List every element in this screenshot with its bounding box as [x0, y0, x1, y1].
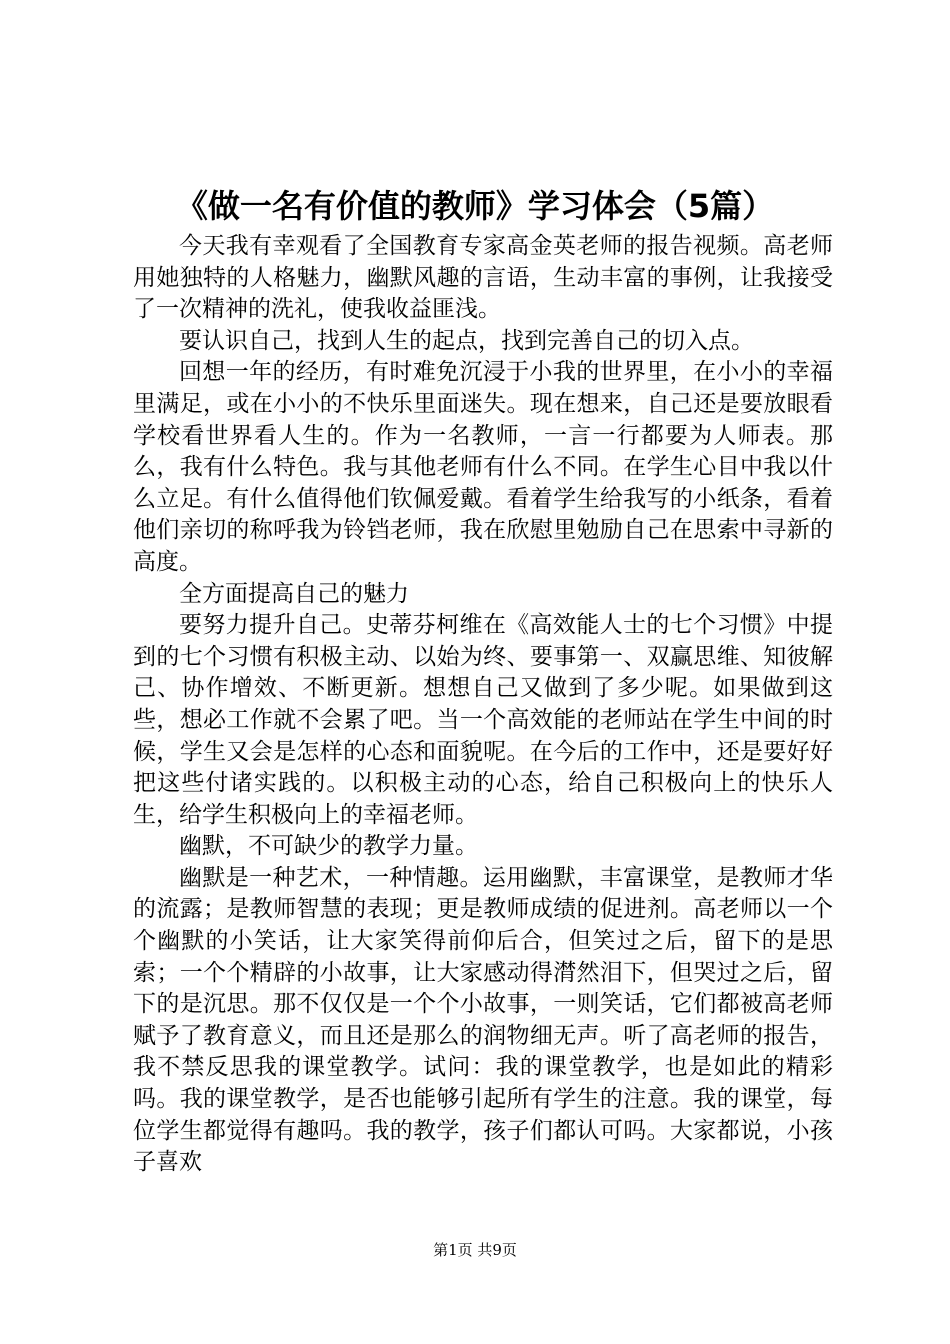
document-title: 《做一名有价值的教师》学习体会（5篇） — [175, 187, 775, 225]
paragraph: 回想一年的经历，有时难免沉浸于小我的世界里，在小小的幸福里满足，或在小小的不快乐里面迷失。现在想来，自己还是要放眼看学校看世界看人生的。作为一名教师，一言一行都要为人师表。那么，我有什么特色。我与其他老师有什么不同。在学生心目中我以什么立足。有什么值得他们钦佩爱戴。看着学生给我写的小纸条，看着他们亲切的称呼我为铃铛老师，我在欣慰里勉励自己在思索中寻新的高度。 — [133, 359, 833, 575]
paragraph: 幽默是一种艺术，一种情趣。运用幽默，丰富课堂，是教师才华的流露；是教师智慧的表现；更是教师成绩的促进剂。高老师以一个个幽默的小笑话，让大家笑得前仰后合，但笑过之后，留下的是思索；一个个精辟的小故事，让大家感动得潸然泪下，但哭过之后，留下的是沉思。那不仅仅是一个个小故事，一则笑话，它们都被高老师赋予了教育意义，而且还是那么的润物细无声。听了高老师的报告，我不禁反思我的课堂教学。试问：我的课堂教学，也是如此的精彩吗。我的课堂教学，是否也能够引起所有学生的注意。我的课堂，每位学生都觉得有趣吗。我的教学，孩子们都认可吗。大家都说，小孩子喜欢 — [133, 864, 833, 1176]
paragraph: 今天我有幸观看了全国教育专家高金英老师的报告视频。高老师用她独特的人格魅力，幽默风趣的言语，生动丰富的事例，让我接受了一次精神的洗礼，使我收益匪浅。 — [133, 233, 833, 323]
paragraph: 要努力提升自己。史蒂芬柯维在《高效能人士的七个习惯》中提到的七个习惯有积极主动、以始为终、要事第一、双赢思维、知彼解己、协作增效、不断更新。想想自己又做到了多少呢。如果做到这些，想必工作就不会累了吧。当一个高效能的老师站在学生中间的时候，学生又会是怎样的心态和面貌呢。在今后的工作中，还是要好好把这些付诸实践的。以积极主动的心态，给自己积极向上的快乐人生，给学生积极向上的幸福老师。 — [133, 612, 833, 828]
paragraph: 要认识自己，找到人生的起点，找到完善自己的切入点。 — [179, 327, 754, 354]
section-heading: 幽默，不可缺少的教学力量。 — [179, 833, 478, 860]
page-number: 第1页 共9页 — [433, 1241, 517, 1259]
document-body — [133, 231, 833, 1179]
section-heading: 全方面提高自己的魅力 — [179, 580, 409, 607]
